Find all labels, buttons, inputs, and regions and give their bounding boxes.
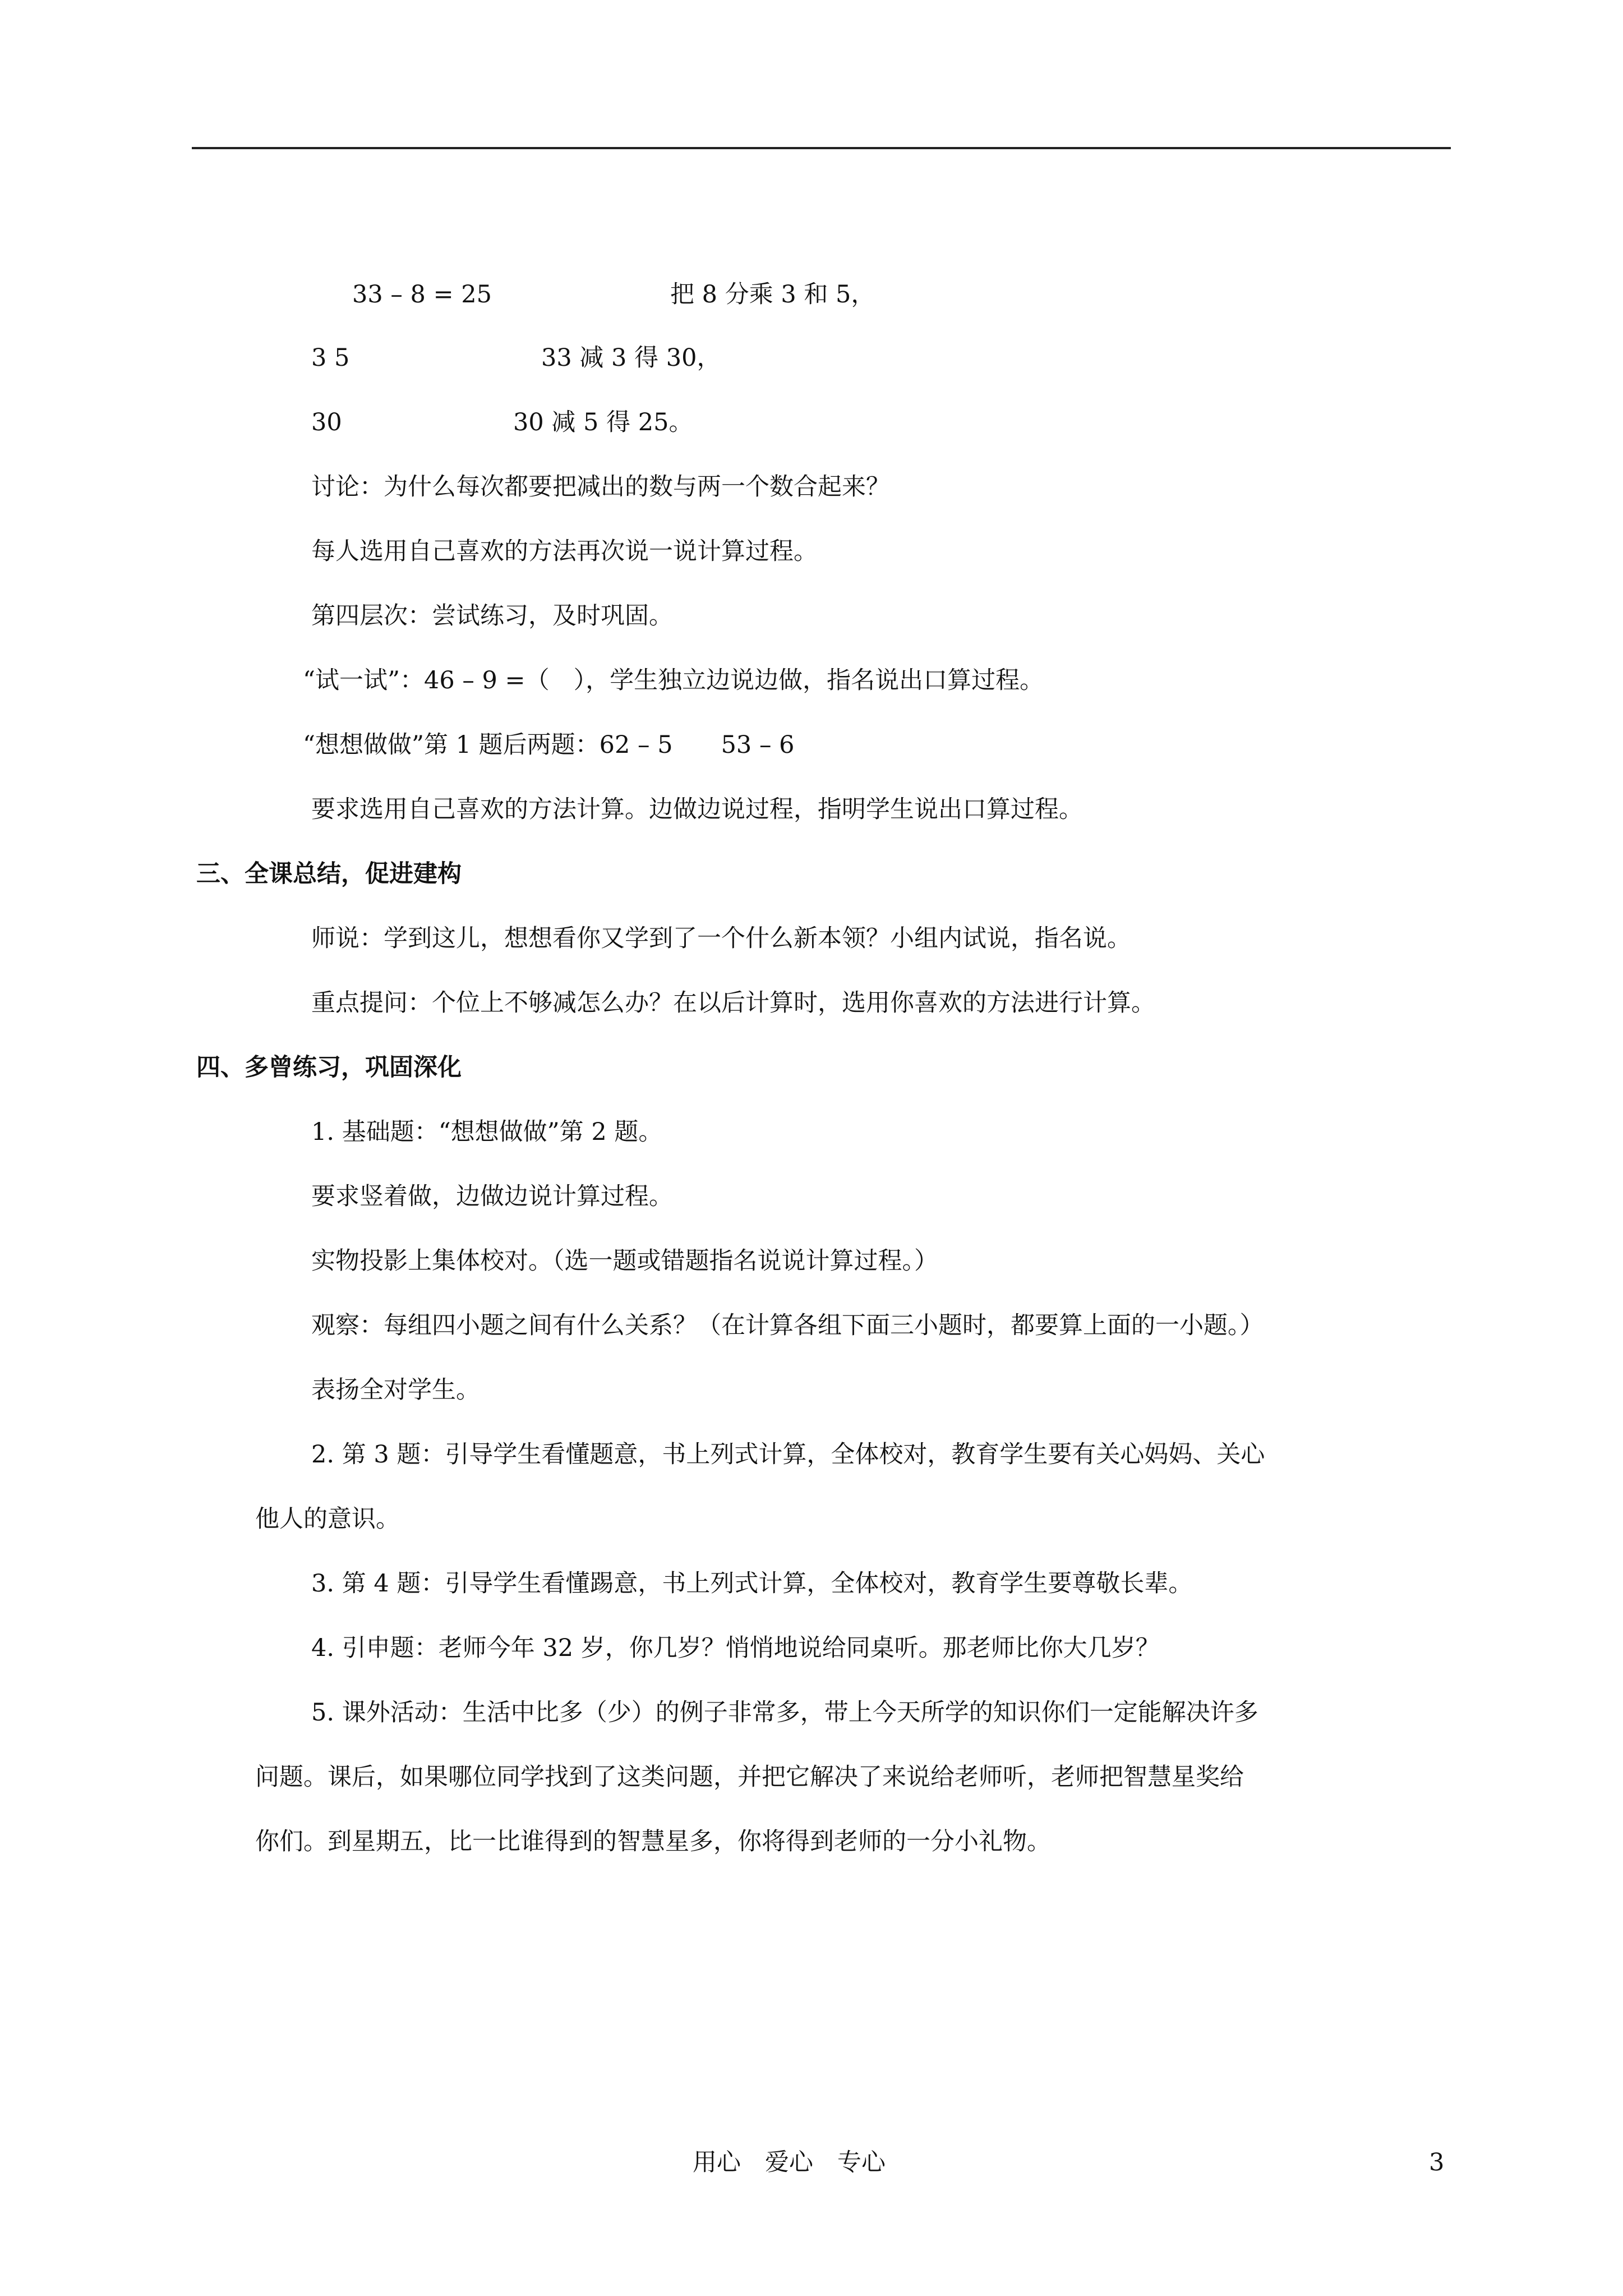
paragraph-continuation: 他人的意识。 <box>255 1505 400 1533</box>
paragraph: 观察：每组四小题之间有什么关系？（在计算各组下面三小题时，都要算上面的一小题。） <box>311 1312 1264 1340</box>
paragraph: 1. 基础题：“想想做做”第 2 题。 <box>311 1118 663 1146</box>
paragraph: 3. 第 4 题：引导学生看懂踢意，书上列式计算，全体校对，教育学生要尊敬长辈。 <box>311 1570 1193 1598</box>
paragraph: 每人选用自己喜欢的方法再次说一说计算过程。 <box>311 537 818 565</box>
paragraph: “试一试”：46 – 9 =（ ），学生独立边说边做，指名说出口算过程。 <box>303 666 1044 694</box>
calc-explanation-1: 把 8 分乘 3 和 5， <box>670 280 875 309</box>
header-rule <box>192 147 1451 149</box>
section-heading: 三、全课总结，促进建构 <box>196 860 462 888</box>
calc-intermediate: 30 <box>311 408 342 436</box>
paragraph: 表扬全对学生。 <box>311 1376 480 1404</box>
page-number: 3 <box>1429 2148 1445 2177</box>
calc-split-digits: 3 5 <box>311 344 350 372</box>
paragraph: 重点提问：个位上不够减怎么办？在以后计算时，选用你喜欢的方法进行计算。 <box>311 989 1155 1017</box>
paragraph: 5. 课外活动：生活中比多（少）的例子非常多，带上今天所学的知识你们一定能解决许多 <box>311 1699 1258 1727</box>
paragraph: 要求选用自己喜欢的方法计算。边做边说过程，指明学生说出口算过程。 <box>311 795 1083 823</box>
footer-motto: 用心 爱心 专心 <box>693 2148 886 2177</box>
paragraph: 要求竖着做，边做边说计算过程。 <box>311 1182 673 1211</box>
calc-explanation-2: 33 减 3 得 30， <box>541 344 721 372</box>
paragraph: 2. 第 3 题：引导学生看懂题意，书上列式计算，全体校对，教育学生要有关心妈妈、关心 <box>311 1441 1265 1469</box>
calc-equation: 33 – 8 = 25 <box>352 280 492 309</box>
paragraph: 师说：学到这儿，想想看你又学到了一个什么新本领？小组内试说，指名说。 <box>311 924 1131 953</box>
paragraph: 实物投影上集体校对。（选一题或错题指名说说计算过程。） <box>311 1247 938 1275</box>
section-heading: 四、多曾练习，巩固深化 <box>196 1053 462 1082</box>
paragraph: “想想做做”第 1 题后两题：62 – 5 53 – 6 <box>303 731 795 759</box>
calc-explanation-3: 30 减 5 得 25。 <box>513 408 693 436</box>
paragraph-continuation: 你们。到星期五，比一比谁得到的智慧星多，你将得到老师的一分小礼物。 <box>255 1828 1051 1856</box>
paragraph: 讨论：为什么每次都要把减出的数与两一个数合起来？ <box>311 473 890 501</box>
paragraph: 4. 引申题：老师今年 32 岁，你几岁？悄悄地说给同桌听。那老师比你大几岁？ <box>311 1634 1160 1662</box>
paragraph: 第四层次：尝试练习，及时巩固。 <box>311 602 673 630</box>
paragraph-continuation: 问题。课后，如果哪位同学找到了这类问题，并把它解决了来说给老师听，老师把智慧星奖给 <box>255 1763 1244 1791</box>
